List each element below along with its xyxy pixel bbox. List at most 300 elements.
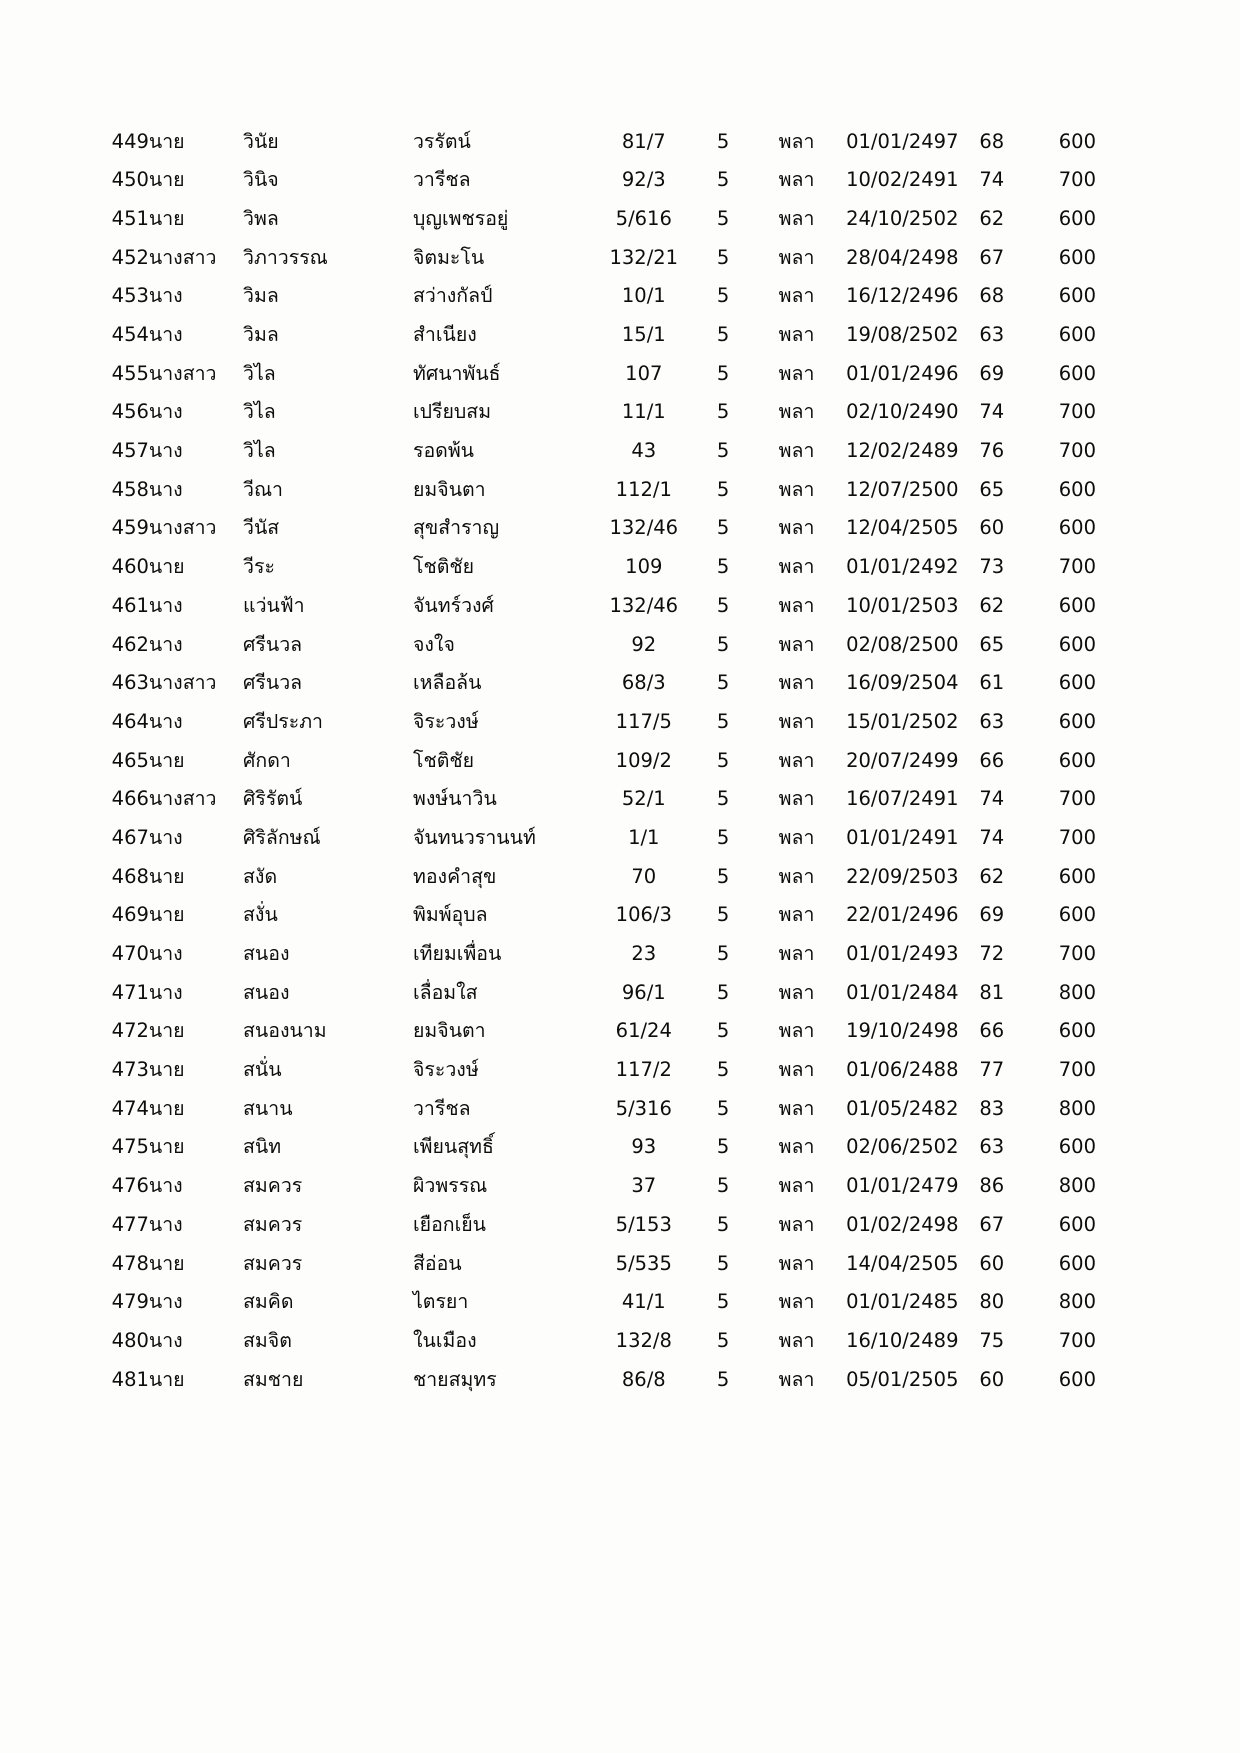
cell-last-name: ทัศนาพันธ์ — [412, 361, 501, 385]
cell-amount: 800 — [1058, 980, 1096, 1004]
cell-order-no: 463 — [111, 671, 149, 695]
table-row — [96, 470, 1096, 509]
cell-amount: 600 — [1058, 361, 1096, 385]
cell-last-name: สว่างกัลป์ — [412, 284, 493, 308]
cell-first-name: วิมล — [243, 284, 279, 308]
cell-age: 74 — [979, 825, 1005, 849]
cell-order-no: 466 — [111, 787, 149, 811]
cell-title: นาย — [148, 748, 185, 772]
cell-amount: 600 — [1058, 284, 1096, 308]
cell-amount: 600 — [1058, 1019, 1096, 1043]
cell-title: นางสาว — [148, 787, 217, 811]
cell-age: 68 — [979, 284, 1005, 308]
cell-tambon: พลา — [778, 748, 815, 772]
cell-order-no: 450 — [111, 168, 149, 192]
cell-last-name: วารีชล — [412, 1096, 471, 1120]
cell-age: 69 — [979, 903, 1005, 927]
cell-moo: 5 — [716, 477, 730, 501]
cell-amount: 600 — [1058, 1212, 1096, 1236]
cell-age: 83 — [979, 1096, 1005, 1120]
cell-house-no: 11/1 — [621, 400, 666, 424]
cell-birthdate: 01/06/2488 — [846, 1058, 959, 1082]
cell-tambon: พลา — [778, 1174, 815, 1198]
cell-first-name: สมควร — [243, 1212, 303, 1236]
cell-moo: 5 — [716, 168, 730, 192]
cell-birthdate: 01/01/2485 — [846, 1290, 959, 1314]
cell-amount: 700 — [1058, 942, 1096, 966]
cell-tambon: พลา — [778, 168, 815, 192]
cell-house-no: 5/316 — [615, 1096, 672, 1120]
cell-house-no: 93 — [631, 1135, 657, 1159]
cell-tambon: พลา — [778, 1290, 815, 1314]
cell-tambon: พลา — [778, 245, 815, 269]
cell-amount: 600 — [1058, 245, 1096, 269]
cell-first-name: สนอง — [243, 942, 290, 966]
cell-birthdate: 22/09/2503 — [846, 864, 959, 888]
cell-age: 60 — [979, 1367, 1005, 1391]
cell-first-name: สนาน — [243, 1096, 293, 1120]
cell-title: นางสาว — [148, 361, 217, 385]
cell-first-name: สมจิต — [243, 1328, 292, 1352]
table-row — [96, 1167, 1096, 1206]
cell-amount: 700 — [1058, 168, 1096, 192]
cell-last-name: จันทร์วงศ์ — [412, 593, 494, 617]
cell-title: นาย — [148, 1251, 185, 1275]
cell-tambon: พลา — [778, 593, 815, 617]
cell-title: นาย — [148, 1058, 185, 1082]
cell-age: 80 — [979, 1290, 1005, 1314]
cell-order-no: 460 — [111, 555, 149, 579]
cell-title: นางสาว — [148, 516, 217, 540]
cell-title: นางสาว — [148, 245, 217, 269]
cell-birthdate: 14/04/2505 — [846, 1251, 959, 1275]
cell-last-name: จันทนวรานนท์ — [412, 825, 536, 849]
cell-amount: 800 — [1058, 1174, 1096, 1198]
cell-age: 65 — [979, 632, 1005, 656]
cell-tambon: พลา — [778, 825, 815, 849]
cell-birthdate: 20/07/2499 — [846, 748, 959, 772]
cell-house-no: 5/535 — [615, 1251, 672, 1275]
cell-age: 60 — [979, 516, 1005, 540]
cell-birthdate: 28/04/2498 — [846, 245, 959, 269]
cell-age: 60 — [979, 1251, 1005, 1275]
cell-amount: 600 — [1058, 709, 1096, 733]
cell-birthdate: 01/05/2482 — [846, 1096, 959, 1120]
table-row — [96, 857, 1096, 896]
cell-house-no: 132/46 — [609, 516, 679, 540]
cell-order-no: 457 — [111, 439, 149, 463]
cell-first-name: สมชาย — [243, 1367, 304, 1391]
cell-tambon: พลา — [778, 323, 815, 347]
cell-amount: 800 — [1058, 1096, 1096, 1120]
cell-title: นาง — [148, 1212, 183, 1236]
cell-birthdate: 01/02/2498 — [846, 1212, 959, 1236]
cell-amount: 700 — [1058, 439, 1096, 463]
table-row — [96, 1283, 1096, 1322]
cell-age: 62 — [979, 206, 1005, 230]
cell-age: 69 — [979, 361, 1005, 385]
cell-tambon: พลา — [778, 400, 815, 424]
cell-age: 61 — [979, 671, 1005, 695]
cell-last-name: ในเมือง — [412, 1328, 477, 1352]
cell-last-name: เลื่อมใส — [412, 980, 478, 1004]
cell-moo: 5 — [716, 825, 730, 849]
cell-age: 62 — [979, 864, 1005, 888]
cell-house-no: 112/1 — [615, 477, 672, 501]
cell-house-no: 81/7 — [621, 129, 666, 153]
table-row — [96, 1128, 1096, 1167]
cell-moo: 5 — [716, 245, 730, 269]
cell-age: 75 — [979, 1328, 1005, 1352]
cell-house-no: 43 — [631, 439, 657, 463]
table-row — [96, 509, 1096, 548]
cell-house-no: 132/46 — [609, 593, 679, 617]
cell-tambon: พลา — [778, 129, 815, 153]
cell-title: นาง — [148, 439, 183, 463]
cell-title: นางสาว — [148, 671, 217, 695]
cell-house-no: 10/1 — [621, 284, 666, 308]
cell-title: นาง — [148, 942, 183, 966]
cell-order-no: 481 — [111, 1367, 149, 1391]
cell-order-no: 479 — [111, 1290, 149, 1314]
cell-last-name: ยมจินตา — [412, 1019, 486, 1043]
cell-last-name: ทองคำสุข — [412, 864, 497, 888]
cell-house-no: 5/153 — [615, 1212, 672, 1236]
cell-moo: 5 — [716, 1290, 730, 1314]
cell-last-name: ผิวพรรณ — [412, 1174, 488, 1198]
cell-first-name: วีระ — [243, 555, 275, 579]
cell-amount: 600 — [1058, 903, 1096, 927]
cell-birthdate: 16/09/2504 — [846, 671, 959, 695]
cell-last-name: จิระวงษ์ — [412, 709, 479, 733]
cell-birthdate: 12/07/2500 — [846, 477, 959, 501]
cell-amount: 700 — [1058, 825, 1096, 849]
cell-tambon: พลา — [778, 516, 815, 540]
cell-house-no: 23 — [631, 942, 657, 966]
cell-birthdate: 12/04/2505 — [846, 516, 959, 540]
cell-order-no: 458 — [111, 477, 149, 501]
cell-birthdate: 02/10/2490 — [846, 400, 959, 424]
table-row — [96, 1244, 1096, 1283]
cell-moo: 5 — [716, 1096, 730, 1120]
table-row — [96, 1089, 1096, 1128]
cell-last-name: รอดพ้น — [412, 439, 475, 463]
cell-moo: 5 — [716, 1328, 730, 1352]
cell-first-name: วิมล — [243, 323, 279, 347]
cell-moo: 5 — [716, 1135, 730, 1159]
cell-order-no: 478 — [111, 1251, 149, 1275]
cell-age: 66 — [979, 1019, 1005, 1043]
table-row — [96, 1012, 1096, 1051]
cell-last-name: ไตรยา — [412, 1290, 469, 1314]
cell-age: 68 — [979, 129, 1005, 153]
cell-title: นาย — [148, 903, 185, 927]
cell-amount: 600 — [1058, 748, 1096, 772]
cell-tambon: พลา — [778, 477, 815, 501]
cell-first-name: สงัด — [243, 864, 278, 888]
cell-house-no: 5/616 — [615, 206, 672, 230]
cell-order-no: 453 — [111, 284, 149, 308]
cell-order-no: 474 — [111, 1096, 149, 1120]
cell-house-no: 109/2 — [615, 748, 672, 772]
cell-first-name: ศรีนวล — [243, 671, 303, 695]
cell-order-no: 472 — [111, 1019, 149, 1043]
table-row — [96, 896, 1096, 935]
cell-amount: 600 — [1058, 671, 1096, 695]
cell-first-name: สมคิด — [243, 1290, 294, 1314]
table-row — [96, 199, 1096, 238]
cell-house-no: 96/1 — [621, 980, 666, 1004]
cell-house-no: 92 — [631, 632, 657, 656]
cell-tambon: พลา — [778, 709, 815, 733]
cell-birthdate: 22/01/2496 — [846, 903, 959, 927]
cell-amount: 600 — [1058, 864, 1096, 888]
cell-house-no: 109 — [625, 555, 663, 579]
cell-birthdate: 16/12/2496 — [846, 284, 959, 308]
table-row — [96, 161, 1096, 200]
cell-birthdate: 19/08/2502 — [846, 323, 959, 347]
cell-title: นาง — [148, 980, 183, 1004]
cell-last-name: เทียมเพื่อน — [412, 942, 502, 966]
cell-title: นาย — [148, 555, 185, 579]
cell-moo: 5 — [716, 439, 730, 463]
cell-tambon: พลา — [778, 1019, 815, 1043]
cell-amount: 700 — [1058, 400, 1096, 424]
cell-birthdate: 01/01/2496 — [846, 361, 959, 385]
cell-birthdate: 02/06/2502 — [846, 1135, 959, 1159]
cell-last-name: วรรัตน์ — [412, 129, 471, 153]
cell-moo: 5 — [716, 632, 730, 656]
cell-age: 74 — [979, 168, 1005, 192]
cell-birthdate: 16/07/2491 — [846, 787, 959, 811]
cell-tambon: พลา — [778, 439, 815, 463]
cell-tambon: พลา — [778, 555, 815, 579]
cell-first-name: วิไล — [243, 361, 276, 385]
cell-first-name: ศรีประภา — [243, 709, 323, 733]
cell-birthdate: 01/01/2484 — [846, 980, 959, 1004]
cell-house-no: 117/2 — [615, 1058, 672, 1082]
cell-moo: 5 — [716, 864, 730, 888]
cell-tambon: พลา — [778, 864, 815, 888]
cell-age: 66 — [979, 748, 1005, 772]
cell-moo: 5 — [716, 555, 730, 579]
cell-tambon: พลา — [778, 671, 815, 695]
cell-amount: 600 — [1058, 206, 1096, 230]
cell-moo: 5 — [716, 206, 730, 230]
cell-last-name: เพียนสุทธิ์ — [412, 1135, 494, 1159]
cell-order-no: 473 — [111, 1058, 149, 1082]
cell-amount: 600 — [1058, 516, 1096, 540]
cell-title: นาย — [148, 206, 185, 230]
cell-order-no: 469 — [111, 903, 149, 927]
cell-tambon: พลา — [778, 1135, 815, 1159]
cell-moo: 5 — [716, 593, 730, 617]
cell-house-no: 70 — [631, 864, 657, 888]
cell-order-no: 465 — [111, 748, 149, 772]
cell-age: 63 — [979, 323, 1005, 347]
cell-house-no: 15/1 — [621, 323, 666, 347]
cell-last-name: เหลือล้น — [412, 671, 482, 695]
cell-birthdate: 10/01/2503 — [846, 593, 959, 617]
cell-first-name: สงั่น — [243, 903, 278, 927]
cell-moo: 5 — [716, 709, 730, 733]
table-row — [96, 122, 1096, 161]
cell-tambon: พลา — [778, 632, 815, 656]
cell-amount: 600 — [1058, 323, 1096, 347]
cell-moo: 5 — [716, 129, 730, 153]
cell-age: 67 — [979, 1212, 1005, 1236]
cell-house-no: 61/24 — [615, 1019, 672, 1043]
cell-last-name: จิตมะโน — [412, 245, 485, 269]
cell-tambon: พลา — [778, 206, 815, 230]
cell-last-name: จงใจ — [412, 632, 455, 656]
cell-tambon: พลา — [778, 1328, 815, 1352]
cell-moo: 5 — [716, 400, 730, 424]
table-row — [96, 277, 1096, 316]
cell-order-no: 467 — [111, 825, 149, 849]
cell-last-name: เยือกเย็น — [412, 1212, 487, 1236]
cell-title: นาง — [148, 825, 183, 849]
cell-first-name: แว่นฟ้า — [243, 593, 305, 617]
cell-birthdate: 01/01/2491 — [846, 825, 959, 849]
cell-tambon: พลา — [778, 284, 815, 308]
table-row — [96, 586, 1096, 625]
cell-amount: 700 — [1058, 787, 1096, 811]
cell-birthdate: 01/01/2479 — [846, 1174, 959, 1198]
cell-first-name: สมควร — [243, 1251, 303, 1275]
cell-first-name: สนิท — [243, 1135, 282, 1159]
cell-order-no: 477 — [111, 1212, 149, 1236]
cell-house-no: 117/5 — [615, 709, 672, 733]
cell-order-no: 470 — [111, 942, 149, 966]
cell-birthdate: 02/08/2500 — [846, 632, 959, 656]
cell-moo: 5 — [716, 1174, 730, 1198]
cell-birthdate: 10/02/2491 — [846, 168, 959, 192]
table-row — [96, 625, 1096, 664]
cell-last-name: เปรียบสม — [412, 400, 492, 424]
cell-moo: 5 — [716, 942, 730, 966]
cell-birthdate: 05/01/2505 — [846, 1367, 959, 1391]
cell-amount: 800 — [1058, 1290, 1096, 1314]
cell-order-no: 475 — [111, 1135, 149, 1159]
cell-title: นาง — [148, 1174, 183, 1198]
table-row — [96, 354, 1096, 393]
cell-house-no: 132/8 — [615, 1328, 672, 1352]
cell-title: นาง — [148, 477, 183, 501]
cell-birthdate: 01/01/2492 — [846, 555, 959, 579]
table-row — [96, 818, 1096, 857]
cell-moo: 5 — [716, 361, 730, 385]
cell-amount: 600 — [1058, 632, 1096, 656]
cell-last-name: สุขสำราญ — [412, 516, 500, 540]
cell-last-name: ชายสมุทร — [412, 1367, 497, 1391]
cell-tambon: พลา — [778, 1096, 815, 1120]
cell-moo: 5 — [716, 1367, 730, 1391]
cell-last-name: โชติชัย — [412, 748, 475, 772]
cell-age: 65 — [979, 477, 1005, 501]
cell-moo: 5 — [716, 787, 730, 811]
cell-title: นาง — [148, 1328, 183, 1352]
cell-moo: 5 — [716, 1212, 730, 1236]
cell-order-no: 454 — [111, 323, 149, 347]
cell-title: นาย — [148, 168, 185, 192]
cell-house-no: 106/3 — [615, 903, 672, 927]
cell-moo: 5 — [716, 903, 730, 927]
cell-age: 67 — [979, 245, 1005, 269]
cell-house-no: 41/1 — [621, 1290, 666, 1314]
cell-order-no: 480 — [111, 1328, 149, 1352]
cell-order-no: 455 — [111, 361, 149, 385]
cell-moo: 5 — [716, 1058, 730, 1082]
cell-tambon: พลา — [778, 1367, 815, 1391]
cell-first-name: ศิริลักษณ์ — [243, 825, 321, 849]
table-row — [96, 1051, 1096, 1090]
cell-order-no: 449 — [111, 129, 149, 153]
cell-house-no: 1/1 — [628, 825, 660, 849]
cell-first-name: สนอง — [243, 980, 290, 1004]
cell-first-name: ศักดา — [243, 748, 291, 772]
cell-moo: 5 — [716, 516, 730, 540]
cell-first-name: วีณา — [243, 477, 284, 501]
cell-birthdate: 12/02/2489 — [846, 439, 959, 463]
cell-birthdate: 01/01/2493 — [846, 942, 959, 966]
cell-house-no: 52/1 — [621, 787, 666, 811]
cell-first-name: ศิริรัตน์ — [243, 787, 303, 811]
table-row — [96, 973, 1096, 1012]
cell-age: 74 — [979, 400, 1005, 424]
cell-first-name: วินิจ — [243, 168, 279, 192]
table-row — [96, 393, 1096, 432]
cell-title: นาย — [148, 129, 185, 153]
cell-moo: 5 — [716, 1019, 730, 1043]
cell-order-no: 459 — [111, 516, 149, 540]
cell-moo: 5 — [716, 1251, 730, 1275]
cell-title: นาง — [148, 400, 183, 424]
cell-birthdate: 15/01/2502 — [846, 709, 959, 733]
table-row — [96, 548, 1096, 587]
cell-amount: 700 — [1058, 1058, 1096, 1082]
cell-first-name: วีนัส — [243, 516, 280, 540]
cell-tambon: พลา — [778, 1251, 815, 1275]
cell-moo: 5 — [716, 323, 730, 347]
cell-tambon: พลา — [778, 942, 815, 966]
cell-age: 63 — [979, 1135, 1005, 1159]
cell-amount: 600 — [1058, 477, 1096, 501]
cell-title: นาง — [148, 632, 183, 656]
cell-first-name: ศรีนวล — [243, 632, 303, 656]
cell-title: นาง — [148, 593, 183, 617]
table-row — [96, 664, 1096, 703]
cell-order-no: 461 — [111, 593, 149, 617]
cell-last-name: วารีชล — [412, 168, 471, 192]
cell-title: นาง — [148, 284, 183, 308]
table-row — [96, 315, 1096, 354]
cell-first-name: วินัย — [243, 129, 279, 153]
cell-house-no: 37 — [631, 1174, 657, 1198]
cell-age: 63 — [979, 709, 1005, 733]
cell-house-no: 132/21 — [609, 245, 679, 269]
cell-amount: 600 — [1058, 129, 1096, 153]
cell-tambon: พลา — [778, 1212, 815, 1236]
cell-order-no: 462 — [111, 632, 149, 656]
cell-first-name: วิพล — [243, 206, 279, 230]
cell-last-name: จิระวงษ์ — [412, 1058, 479, 1082]
cell-first-name: วิภาวรรณ — [243, 245, 328, 269]
cell-order-no: 476 — [111, 1174, 149, 1198]
table-row — [96, 702, 1096, 741]
cell-birthdate: 19/10/2498 — [846, 1019, 959, 1043]
cell-birthdate: 24/10/2502 — [846, 206, 959, 230]
